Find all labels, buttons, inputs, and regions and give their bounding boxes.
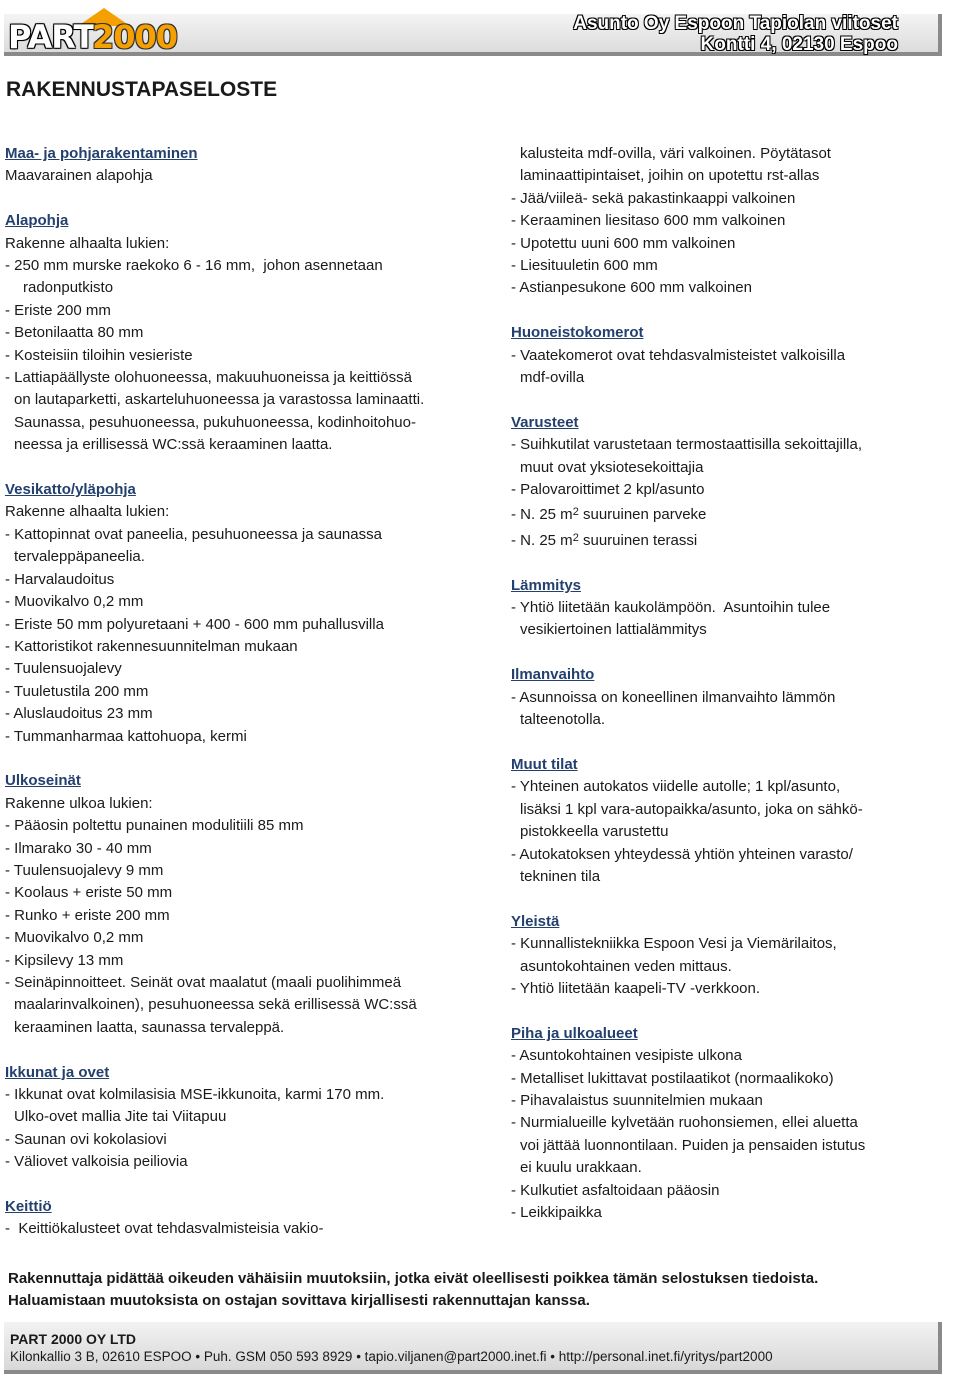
text-line: - Kulkutiet asfaltoidaan pääosin [511,1181,720,1199]
section-ulkoseinat [5,770,485,1039]
text-line: - Tuuletustila 200 mm [5,682,149,700]
text-line: Rakenne alhaalta lukien: [5,234,170,252]
text-line: - Lattiapäällyste olohuoneessa, makuuhuoneissa ja keittiössä [5,369,412,387]
text-line: - Saunan ovi kokolasiovi [5,1130,167,1148]
text-line: muut ovat yksiotesekoittajia [520,458,704,476]
text-line: - Aluslaudoitus 23 mm [5,705,153,723]
document-title: RAKENNUSTAPASELOSTE [6,78,278,101]
text-line: - Keittiökalusteet ovat tehdasvalmisteisia vakio- [5,1220,324,1238]
page-header [0,0,960,70]
text-line: keraaminen laatta, saunassa tervaleppä. [14,1018,285,1036]
section-heading: Huoneistokomerot [511,324,644,342]
text-segment: suuruinen terassi [578,531,698,549]
right-column [511,143,951,1247]
section-keittio_cont [511,143,951,300]
section-keittio [5,1196,485,1241]
text-line: Rakenne alhaalta lukien: [5,503,170,521]
text-line: - Koolaus + eriste 50 mm [5,884,173,902]
text-line: tekninen tila [520,867,601,885]
text-line: - Kosteisiin tiloihin vesieriste [5,346,193,364]
section-heading: Yleistä [511,912,560,930]
text-segment: suuruinen parveke [578,506,707,524]
text-line [511,527,951,552]
text-line: Rakenne ulkoa lukien: [5,794,153,812]
text-line: - Kattoristikot rakennesuunnitelman mukaan [5,637,298,655]
text-line: - Kattopinnat ovat paneelia, pesuhuoneessa ja saunassa [5,525,382,543]
text-line: Maavarainen alapohja [5,167,153,185]
text-line: - Suihkutilat varustetaan termostaattisilla sekoittajilla, [511,436,862,454]
section-piha [511,1023,951,1225]
text-line: - Seinäpinnoitteet. Seinät ovat maalatut (maali puolihimmeä [5,973,402,991]
text-line: neessa ja erillisessä WC:ssä keraaminen laatta. [14,436,333,454]
section-heading: Ikkunat ja ovet [5,1063,110,1081]
text-line: maalarinvalkoinen), pesuhuoneessa sekä erillisessä WC:ssä [14,996,417,1014]
text-line: on lautaparketti, askarteluhuoneessa ja varastossa laminaatti. [14,391,425,409]
text-line: - Kunnallistekniikka Espoon Vesi ja Viemärilaitos, [511,935,837,953]
text-line: mdf-ovilla [520,369,585,387]
text-line: - Eriste 50 mm polyuretaani + 400 - 600 mm puhallusvilla [5,615,384,633]
section-heading: Ulkoseinät [5,772,81,790]
section-heading: Maa- ja pohjarakentaminen [5,145,198,162]
project-address: Kontti 4, 02130 Espoo [700,34,898,55]
footer-company: PART 2000 OY LTD [10,1331,137,1347]
text-line: - Yhtiö liitetään kaukolämpöön. Asuntoihin tulee [511,599,831,617]
text-line [511,501,951,526]
page-footer [4,1322,942,1374]
section-heading: Piha ja ulkoalueet [511,1024,638,1042]
section-heading: Muut tilat [511,755,578,773]
superscript: 2 [572,531,579,544]
text-line: - Liesituuletin 600 mm [511,257,658,275]
section-lammitys [511,575,951,642]
text-line: radonputkisto [23,279,114,297]
text-line: - Kipsilevy 13 mm [5,951,124,969]
text-line: - Ilmarako 30 - 40 mm [5,839,152,857]
footer-contact: Kilonkallio 3 B, 02610 ESPOO • Puh. GSM 050 593 8929 • tapio.viljanen@part2000.inet.fi • http://personal.inet.fi/yritys/part2000 [10,1349,773,1364]
text-line: - Metalliset lukittavat postilaatikot (normaalikoko) [511,1069,834,1087]
text-line: laminaattipintaiset, joihin on upotettu rst-allas [520,167,820,185]
text-line: - Asunnoissa on koneellinen ilmanvaihto lämmön [511,688,836,706]
superscript: 2 [572,506,579,519]
text-line: - Astianpesukone 600 mm valkoinen [511,279,752,297]
text-line: tervaleppäpaneelia. [14,548,145,566]
logo-text-part: PART [8,18,95,56]
text-line: lisäksi 1 kpl vara-autopaikka/asunto, joka on sähkö- [520,800,863,818]
company-logo [8,8,208,60]
project-info [573,13,898,55]
project-name: Asunto Oy Espoon Tapiolan viitoset [573,13,898,34]
text-line: voi jättää luonnontilaan. Puiden ja pensaiden istutus [520,1136,866,1154]
text-line: - Betonilaatta 80 mm [5,324,144,342]
text-line: Saunassa, pesuhuoneessa, pukuhuoneessa, kodinhoitohuo- [14,413,416,431]
text-line: vesikiertoinen lattialämmitys [520,621,707,639]
section-heading: Alapohja [5,212,69,230]
text-line: - Palovaroittimet 2 kpl/asunto [511,481,705,499]
section-ikkunat [5,1062,485,1174]
text-line: talteenotolla. [520,711,606,729]
section-alapohja [5,210,485,456]
text-line: - Muovikalvo 0,2 mm [5,929,144,947]
text-line: - Jää/viileä- sekä pakastinkaappi valkoinen [511,189,796,207]
section-huoneisto [511,322,951,389]
text-line: asuntokohtainen veden mittaus. [520,957,732,975]
section-heading: Keittiö [5,1198,52,1216]
section-muut [511,754,951,888]
left-column [5,143,485,1263]
section-heading: Ilmanvaihto [511,666,595,684]
text-line: - Yhtiö liitetään kaapeli-TV -verkkoon. [511,979,761,997]
logo-text-number: 2000 [92,18,178,56]
text-line: - Nurmialueille kylvetään ruohonsiemen, ellei aluetta [511,1114,858,1132]
text-line: Ulko-ovet mallia Jite tai Viitapuu [14,1108,227,1126]
text-line: - Harvalaudoitus [5,570,115,588]
text-line: - Asuntokohtainen vesipiste ulkona [511,1047,742,1065]
text-line: - Pääosin poltettu punainen modulitiili 85 mm [5,817,304,835]
text-line: - Väliovet valkoisia peiliovia [5,1153,188,1171]
section-heading: Lämmitys [511,576,582,594]
section-maa [5,143,485,188]
disclaimer-line-2: Haluamistaan muutoksista on ostajan sovittava kirjallisesti rakennuttajan kanssa. [8,1292,590,1309]
text-segment: - N. 25 m [511,506,573,524]
text-line: - Runko + eriste 200 mm [5,906,170,924]
text-line: - Tummanharmaa kattohuopa, kermi [5,727,247,745]
text-line: ei kuulu urakkaan. [520,1159,642,1177]
text-line: - Leikkipaikka [511,1203,602,1221]
text-line: kalusteita mdf-ovilla, väri valkoinen. Pöytätasot [520,145,831,162]
text-line: - Ikkunat ovat kolmilasisia MSE-ikkunoita, karmi 170 mm. [5,1086,385,1103]
text-line: - Keraaminen liesitaso 600 mm valkoinen [511,212,786,230]
section-heading: Varusteet [511,413,579,431]
section-yleista [511,911,951,1001]
section-heading: Vesikatto/yläpohja [5,481,136,499]
text-line: - Tuulensuojalevy 9 mm [5,861,164,879]
text-line: - 250 mm murske raekoko 6 - 16 mm, johon asennetaan [5,257,383,275]
section-vesikatto [5,479,485,748]
section-ilmanvaihto [511,664,951,731]
text-line: - Pihavalaistus suunnitelmien mukaan [511,1091,763,1109]
text-line: - Upotettu uuni 600 mm valkoinen [511,234,736,252]
disclaimer [8,1268,960,1312]
text-line: - Vaatekomerot ovat tehdasvalmisteistet valkoisilla [511,346,846,364]
text-segment: - N. 25 m [511,531,573,549]
text-line: - Tuulensuojalevy [5,660,122,678]
disclaimer-line-1: Rakennuttaja pidättää oikeuden vähäisiin muutoksiin, jotka eivät oleellisesti poikkea tämän selostuksen tiedoista. [8,1270,819,1287]
text-line: - Yhteinen autokatos viidelle autolle; 1 kpl/asunto, [511,778,841,796]
text-line: - Muovikalvo 0,2 mm [5,593,144,611]
text-line: pistokkeella varustettu [520,823,669,841]
text-line: - Autokatoksen yhteydessä yhtiön yhteinen varasto/ [511,845,853,863]
section-varusteet [511,412,951,552]
text-line: - Eriste 200 mm [5,301,111,319]
